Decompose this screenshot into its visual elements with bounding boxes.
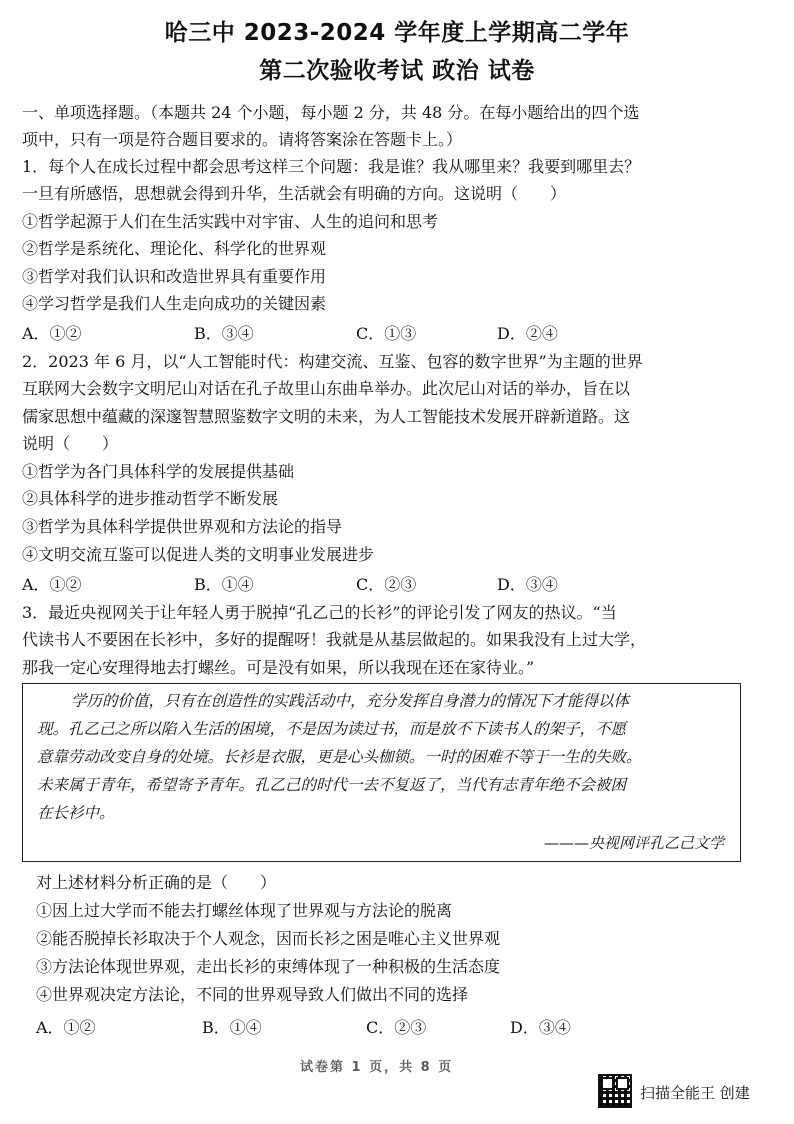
q3-option-b: B．①④ [202,1018,262,1037]
q3-stem-line2: 代读书人不要困在长衫中，多好的提醒呀！我就是从基层做起的。如果我没有上过大学， [22,630,647,649]
q1-option-c: C．①③ [356,324,417,343]
scanner-brand-label: 扫描全能王 创建 [640,1084,750,1102]
q3-material-source: ———央视网评孔乙己文学 [543,834,724,852]
q3-stem-line3: 那我一定心安理得地去打螺丝。可是没有如果，所以我现在还在家待业。” [22,658,535,677]
q2-stem-line2: 互联网大会数字文明尼山对话在孔子故里山东曲阜举办。此次尼山对话的举办，旨在以 [22,379,631,398]
q2-stem-line3: 儒家思想中蕴藏的深邃智慧照鉴数字文明的未来，为人工智能技术发展开辟新道路。这 [22,407,631,426]
q1-option-d: D．②④ [497,324,558,343]
q3-option-a: A．①② [36,1018,96,1037]
exam-title-line2: 第二次验收考试 政治 试卷 [259,58,535,84]
q2-option-b: B．①④ [194,575,254,594]
q3-statement-3: ③方法论体现世界观，走出长衫的束缚体现了一种积极的生活态度 [36,957,501,976]
q3-material-line3: 意靠劳动改变自身的处境。长衫是衣服，更是心头枷锁。一时的困难不等于一生的失败。 [37,748,642,766]
q3-statement-1: ①因上过大学而不能去打螺丝体现了世界观与方法论的脱离 [36,901,453,920]
q1-statement-4: ④学习哲学是我们人生走向成功的关键因素 [22,294,327,313]
q1-option-a: A．①② [22,324,82,343]
q3-statement-2: ②能否脱掉长衫取决于个人观念，因而长衫之困是唯心主义世界观 [36,929,501,948]
q3-option-c: C．②③ [366,1018,427,1037]
q1-statement-3: ③哲学对我们认识和改造世界具有重要作用 [22,267,327,286]
q3-material-line2: 现。孔乙己之所以陷入生活的困境，不是因为读过书，而是放不下读书人的架子，不愿 [37,720,627,738]
page-number: 试卷第 1 页，共 8 页 [300,1060,454,1075]
q2-statement-2: ②具体科学的进步推动哲学不断发展 [22,489,279,508]
q2-statement-1: ①哲学为各门具体科学的发展提供基础 [22,462,295,481]
q1-option-b: B．③④ [194,324,254,343]
q3-material-box [22,683,741,862]
section-instructions-line2: 项中，只有一项是符合题目要求的。请将答案涂在答题卡上。） [22,130,463,149]
exam-title-line1: 哈三中 2023-2024 学年度上学期高二学年 [164,20,630,46]
q2-option-a: A．①② [22,575,82,594]
q3-material-line5: 在长衫中。 [37,804,115,822]
qr-code-icon [598,1074,632,1108]
q2-option-c: C．②③ [356,575,417,594]
q2-stem-line1: 2．2023 年 6 月，以“人工智能时代：构建交流、互鉴、包容的数字世界”为主题的世界 [22,352,643,371]
q1-statement-2: ②哲学是系统化、理论化、科学化的世界观 [22,239,327,258]
q2-stem-line4: 说明（ ） [22,434,119,453]
q1-stem-line2: 一旦有所感悟，思想就会得到升华，生活就会有明确的方向。这说明（ ） [22,184,567,203]
q3-statement-4: ④世界观决定方法论，不同的世界观导致人们做出不同的选择 [36,985,469,1004]
q3-material-line1: 学历的价值，只有在创造性的实践活动中，充分发挥自身潜力的情况下才能得以体 [71,692,630,710]
q2-statement-4: ④文明交流互鉴可以促进人类的文明事业发展进步 [22,545,375,564]
q3-option-d: D．③④ [510,1018,571,1037]
section-instructions-line1: 一、单项选择题。（本题共 24 个小题，每小题 2 分，共 48 分。在每小题给出的四个选 [22,103,640,122]
q3-stem-line1: 3．最近央视网关于让年轻人勇于脱掉“孔乙己的长衫”的评论引发了网友的热议。“当 [22,603,617,622]
q1-statement-1: ①哲学起源于人们在生活实践中对宇宙、人生的追问和思考 [22,212,439,231]
q2-statement-3: ③哲学为具体科学提供世界观和方法论的指导 [22,517,343,536]
q2-option-d: D．③④ [497,575,558,594]
q3-material-line4: 未来属于青年，希望寄予青年。孔乙己的时代一去不复返了，当代有志青年绝不会被困 [37,776,627,794]
q1-stem-line1: 1．每个人在成长过程中都会思考这样三个问题：我是谁？我从哪里来？我要到哪里去？ [22,157,641,176]
q3-ask: 对上述材料分析正确的是（ ） [36,873,277,892]
